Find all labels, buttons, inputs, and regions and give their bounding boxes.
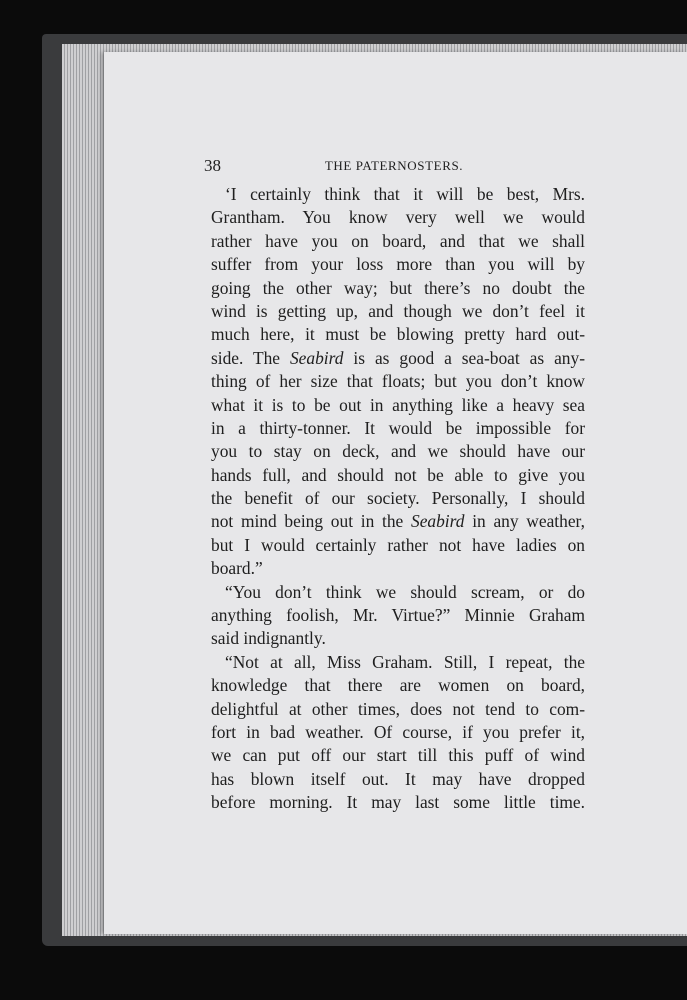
text-segment: is as good a sea-boat as any- — [343, 347, 585, 368]
page-header — [204, 156, 584, 178]
text-line: wind is getting up, and though we don’t feel it — [211, 300, 585, 321]
text-line: “Not at all, Miss Graham. Still, I repeat, the — [225, 651, 585, 672]
running-title: THE PATERNOSTERS. — [324, 158, 464, 173]
text-line: going the other way; but there’s no doubt the — [211, 277, 585, 298]
text-segment: not mind being out in the — [211, 511, 411, 532]
text-line: board.” — [211, 558, 263, 579]
text-line: has blown itself out. It may have dropped — [211, 768, 585, 789]
body-text — [211, 183, 585, 815]
text-line: Grantham. You know very well we would — [211, 207, 585, 228]
text-line: ‘I certainly think that it will be best, Mrs. — [225, 184, 585, 204]
ship-name: Seabird — [289, 347, 344, 368]
text-line: fort in bad weather. Of course, if you prefer it, — [211, 721, 585, 742]
text-line: “You don’t think we should scream, or do — [225, 581, 585, 602]
text-segment: in any weather, — [464, 511, 585, 532]
text-line: the benefit of our society. Personally, I should — [211, 488, 585, 509]
text-line: in a thirty-tonner. It would be impossible for — [211, 417, 585, 438]
text-line: before morning. It may last some little time. — [211, 792, 585, 813]
text-line: you to stay on deck, and we should have our — [211, 441, 585, 462]
text-line: rather have you on board, and that we shall — [211, 230, 585, 251]
text-segment: side. The — [211, 347, 290, 368]
text-line: what it is to be out in anything like a heavy sea — [211, 394, 585, 415]
ship-name: Seabird — [411, 511, 465, 532]
text-line: thing of her size that floats; but you don’t know — [211, 371, 585, 392]
text-line: much here, it must be blowing pretty hard out- — [211, 324, 585, 345]
text-line — [211, 347, 585, 370]
text-line: suffer from your loss more than you will by — [211, 254, 585, 275]
text-line: anything foolish, Mr. Virtue?” Minnie Graham — [211, 605, 585, 626]
text-line — [211, 510, 585, 533]
text-line: knowledge that there are women on board, — [211, 675, 585, 696]
text-line: delightful at other times, does not tend to com- — [211, 698, 585, 719]
page-number: 38 — [204, 156, 221, 175]
text-line: hands full, and should not be able to give you — [211, 464, 585, 485]
text-line: we can put off our start till this puff of wind — [211, 745, 585, 766]
text-line: said indignantly. — [211, 628, 326, 649]
text-line: but I would certainly rather not have ladies on — [211, 534, 585, 555]
